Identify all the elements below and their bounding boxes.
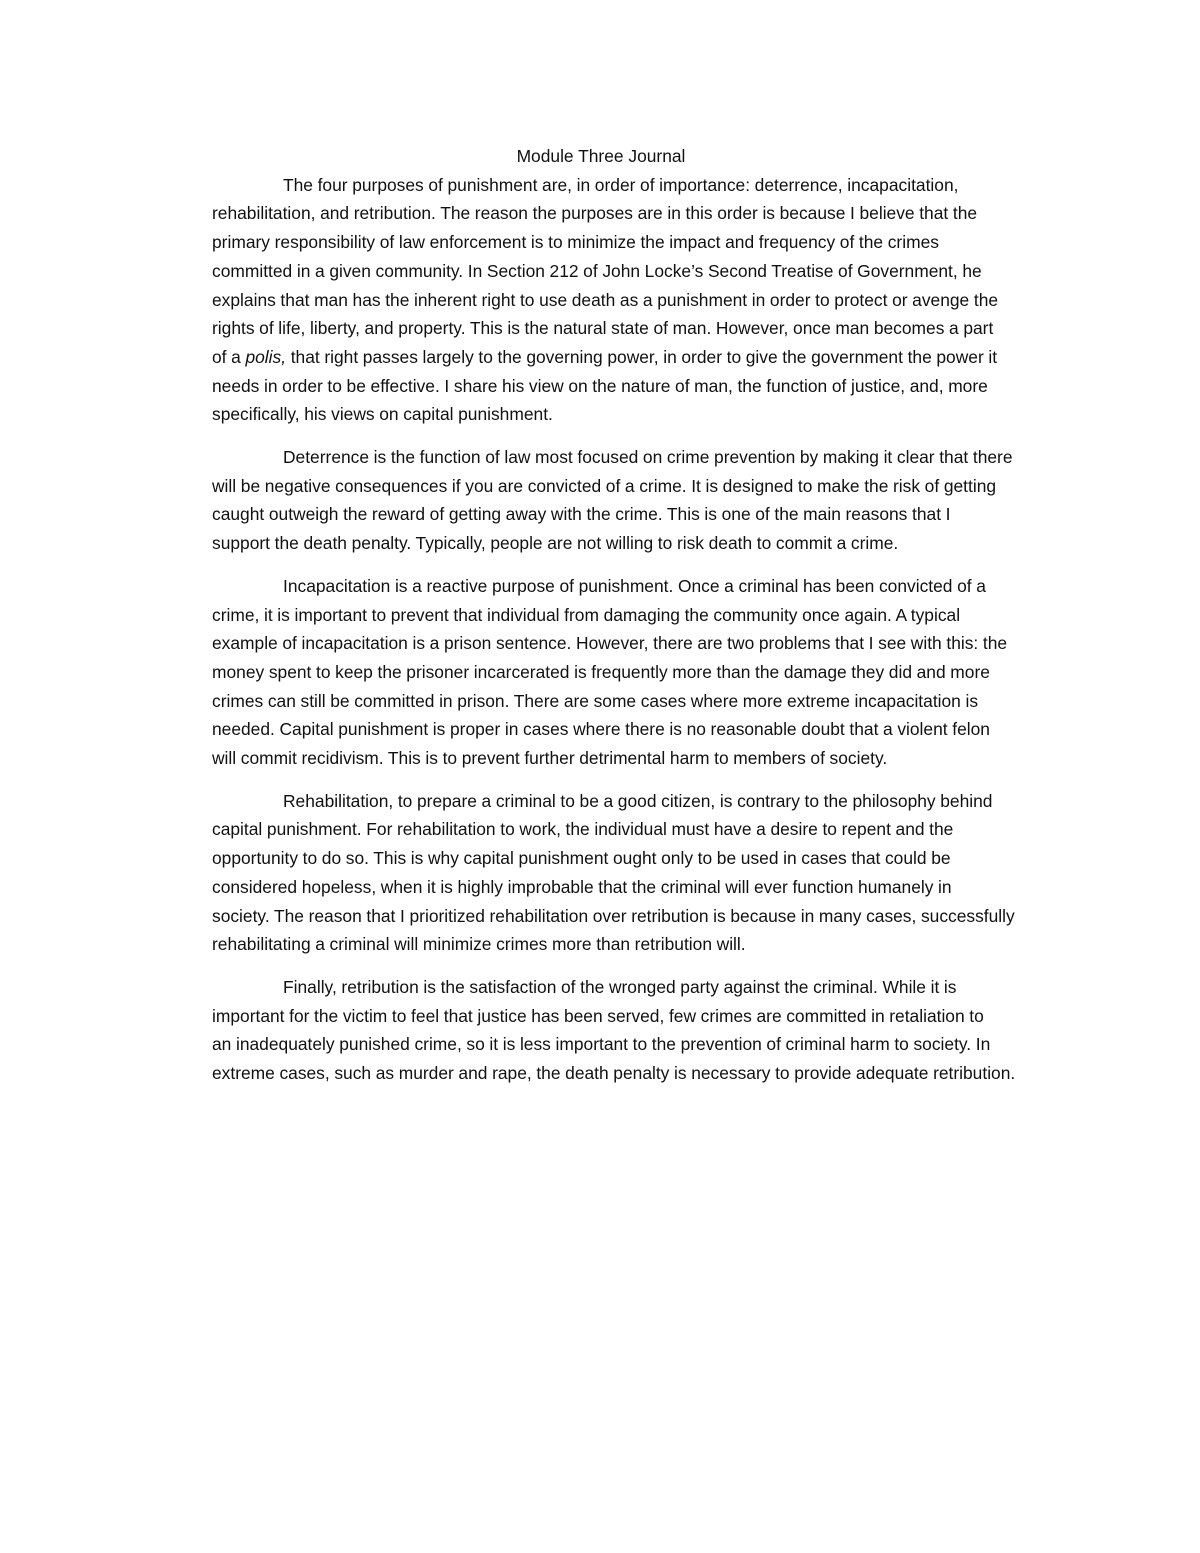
text-line: needs in order to be effective. I share his view on the nature of man, the function of justice, and, more xyxy=(212,375,988,396)
text-line: needed. Capital punishment is proper in cases where there is no reasonable doubt that a violent felon xyxy=(212,719,990,740)
paragraph-2 xyxy=(141,443,1061,558)
paragraph-1 xyxy=(141,171,1061,429)
text-line: will be negative consequences if you are convicted of a crime. It is designed to make the risk of getting xyxy=(212,475,997,496)
text-line: explains that man has the inherent right to use death as a punishment in order to protect or avenge the xyxy=(212,289,999,310)
document-body xyxy=(141,142,1061,1088)
text-line: rehabilitation, and retribution. The reason the purposes are in this order is because I believe that the xyxy=(212,203,978,224)
text-line: Finally, retribution is the satisfaction of the wronged party against the criminal. While it is xyxy=(283,976,957,997)
text-line: capital punishment. For rehabilitation to work, the individual must have a desire to repent and the xyxy=(212,819,954,840)
text-line: crimes can still be committed in prison. There are some cases where more extreme incapacitation is xyxy=(212,690,979,711)
text-line: an inadequately punished crime, so it is less important to the prevention of criminal harm to society. In xyxy=(212,1034,991,1055)
text-line: will commit recidivism. This is to prevent further detrimental harm to members of society. xyxy=(212,748,888,769)
document-title: Module Three Journal xyxy=(516,146,686,166)
text-line: Incapacitation is a reactive purpose of punishment. Once a criminal has been convicted of a xyxy=(283,575,986,596)
text-line: opportunity to do so. This is why capital punishment ought only to be used in cases that could be xyxy=(212,848,951,869)
paragraph-4 xyxy=(141,787,1061,959)
text-line: primary responsibility of law enforcement is to minimize the impact and frequency of the crimes xyxy=(212,232,939,253)
text-line: rehabilitating a criminal will minimize crimes more than retribution will. xyxy=(212,934,746,955)
text-line: The four purposes of punishment are, in order of importance: deterrence, incapacitation, xyxy=(283,174,959,195)
text-line: Deterrence is the function of law most focused on crime prevention by making it clear that there xyxy=(283,447,1013,468)
text-line: crime, it is important to prevent that individual from damaging the community once again. A typical xyxy=(212,604,961,625)
text-line: Rehabilitation, to prepare a criminal to be a good citizen, is contrary to the philosophy behind xyxy=(283,790,993,811)
text-line: extreme cases, such as murder and rape, the death penalty is necessary to provide adequate retribution. xyxy=(212,1063,1016,1084)
text-line-mixed xyxy=(141,343,1061,372)
paragraph-5 xyxy=(141,973,1061,1088)
text-line: committed in a given community. In Section 212 of John Locke’s Second Treatise of Government, he xyxy=(212,260,982,281)
text-line: specifically, his views on capital punishment. xyxy=(212,404,553,425)
text-line: important for the victim to feel that justice has been served, few crimes are committed in retaliation to xyxy=(212,1005,984,1026)
text-line: society. The reason that I prioritized rehabilitation over retribution is because in many cases, successfully xyxy=(212,905,1015,926)
text-line: example of incapacitation is a prison sentence. However, there are two problems that I see with this: the xyxy=(212,633,1008,654)
text-line: caught outweigh the reward of getting away with the crime. This is one of the main reasons that I xyxy=(212,504,951,525)
paragraph-3 xyxy=(141,572,1061,773)
text-line: rights of life, liberty, and property. This is the natural state of man. However, once man becomes a part xyxy=(212,318,994,339)
italic-term-polis: polis, xyxy=(245,346,287,367)
text-line: considered hopeless, when it is highly improbable that the criminal will ever function humanely in xyxy=(212,876,952,897)
text-fragment: of a xyxy=(212,346,241,367)
text-fragment: that right passes largely to the governing power, in order to give the government the power it xyxy=(290,346,998,367)
text-line: support the death penalty. Typically, people are not willing to risk death to commit a crime. xyxy=(212,533,899,554)
text-line: money spent to keep the prisoner incarcerated is frequently more than the damage they did and more xyxy=(212,661,990,682)
